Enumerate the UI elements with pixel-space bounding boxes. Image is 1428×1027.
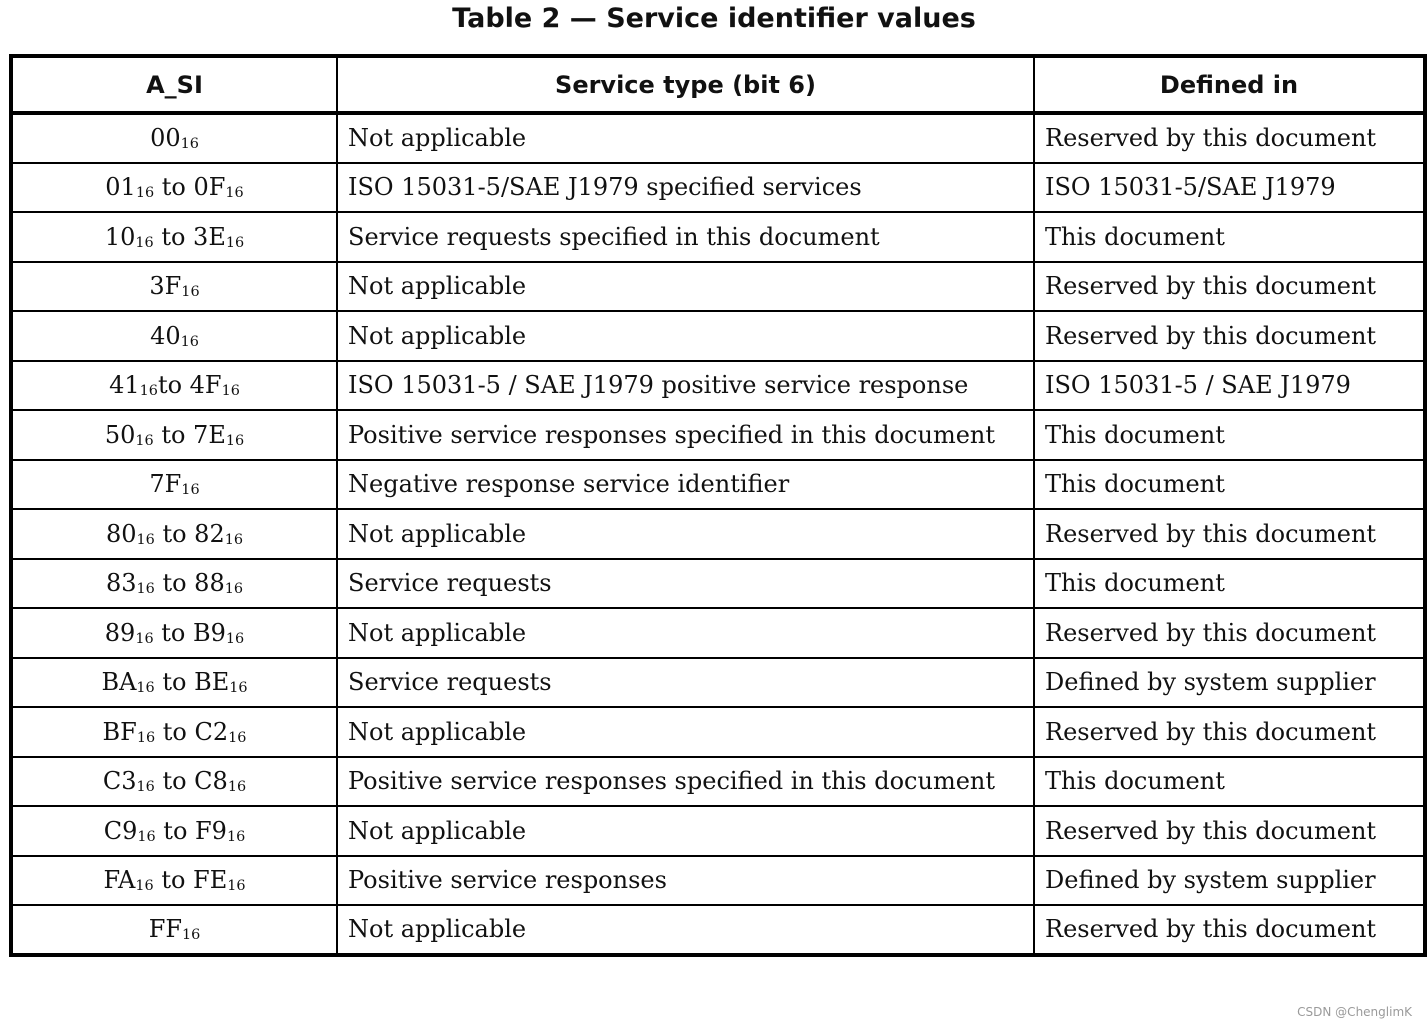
cell-service-type: Not applicable: [337, 311, 1034, 361]
table-row: [11, 806, 1425, 856]
asi-value: C9: [103, 816, 138, 845]
cell-defined-in: This document: [1034, 410, 1425, 460]
table-row: [11, 608, 1425, 658]
asi-radix-subscript: 16: [229, 680, 248, 697]
table-row: [11, 707, 1425, 757]
asi-value: to 4F: [157, 371, 222, 400]
cell-asi: [11, 311, 337, 361]
table-row: [11, 311, 1425, 361]
cell-asi: [11, 757, 337, 807]
cell-service-type: Not applicable: [337, 608, 1034, 658]
asi-radix-subscript: 16: [136, 581, 155, 598]
table-row: [11, 658, 1425, 708]
cell-asi: [11, 113, 337, 163]
cell-service-type: Not applicable: [337, 262, 1034, 312]
asi-radix-subscript: 16: [136, 779, 155, 796]
cell-service-type: Positive service responses specified in this document: [337, 410, 1034, 460]
cell-asi: [11, 509, 337, 559]
table-row: [11, 262, 1425, 312]
cell-service-type: Not applicable: [337, 509, 1034, 559]
asi-radix-subscript: 16: [139, 383, 158, 400]
asi-radix-subscript: 16: [135, 432, 154, 449]
asi-radix-subscript: 16: [135, 878, 154, 895]
asi-value: 80: [105, 519, 137, 548]
table-row: [11, 361, 1425, 411]
cell-asi: [11, 658, 337, 708]
cell-defined-in: Reserved by this document: [1034, 707, 1425, 757]
asi-value: 50: [104, 420, 136, 449]
column-header-service-type: Service type (bit 6): [337, 56, 1034, 113]
asi-radix-subscript: 16: [225, 185, 244, 202]
asi-radix-subscript: 16: [136, 729, 156, 746]
asi-radix-subscript: 16: [135, 630, 154, 647]
table-header-row: [11, 56, 1425, 113]
cell-asi: [11, 806, 337, 856]
cell-asi: [11, 361, 337, 411]
cell-defined-in: Reserved by this document: [1034, 113, 1425, 163]
asi-value: FA: [103, 866, 136, 895]
table-row: [11, 212, 1425, 262]
asi-value: FF: [148, 915, 182, 944]
cell-asi: [11, 707, 337, 757]
cell-defined-in: ISO 15031-5 / SAE J1979: [1034, 361, 1425, 411]
asi-radix-subscript: 16: [180, 333, 199, 350]
asi-value: to B9: [153, 618, 226, 647]
asi-value: 89: [104, 618, 136, 647]
asi-value: 7F: [149, 470, 182, 499]
cell-defined-in: Defined by system supplier: [1034, 856, 1425, 906]
cell-defined-in: Reserved by this document: [1034, 262, 1425, 312]
asi-radix-subscript: 16: [182, 927, 201, 944]
cell-service-type: Not applicable: [337, 806, 1034, 856]
cell-defined-in: This document: [1034, 757, 1425, 807]
cell-asi: [11, 608, 337, 658]
asi-value: 40: [150, 321, 181, 350]
cell-defined-in: Defined by system supplier: [1034, 658, 1425, 708]
cell-asi: [11, 905, 337, 955]
cell-defined-in: This document: [1034, 460, 1425, 510]
asi-radix-subscript: 16: [180, 136, 199, 153]
cell-asi: [11, 212, 337, 262]
cell-defined-in: Reserved by this document: [1034, 311, 1425, 361]
cell-defined-in: Reserved by this document: [1034, 608, 1425, 658]
table-row: [11, 905, 1425, 955]
asi-value: BF: [102, 717, 137, 746]
cell-defined-in: Reserved by this document: [1034, 806, 1425, 856]
cell-defined-in: ISO 15031-5/SAE J1979: [1034, 163, 1425, 213]
table-row: [11, 460, 1425, 510]
asi-value: BA: [101, 668, 137, 697]
service-identifier-table: [9, 54, 1427, 957]
table-row: [11, 113, 1425, 163]
asi-value: to C8: [154, 767, 228, 796]
cell-asi: [11, 410, 337, 460]
cell-service-type: Negative response service identifier: [337, 460, 1034, 510]
cell-asi: [11, 856, 337, 906]
asi-value: 3F: [149, 272, 182, 301]
asi-value: 41: [109, 371, 140, 400]
asi-value: 83: [105, 569, 137, 598]
asi-radix-subscript: 16: [227, 779, 247, 796]
cell-defined-in: This document: [1034, 212, 1425, 262]
column-header-defined-in: Defined in: [1034, 56, 1425, 113]
table-title: Table 2 — Service identifier values: [452, 3, 976, 34]
cell-service-type: Not applicable: [337, 707, 1034, 757]
asi-radix-subscript: 16: [135, 234, 154, 251]
table-row: [11, 410, 1425, 460]
asi-value: to BE: [154, 668, 230, 697]
table-row: [11, 559, 1425, 609]
asi-radix-subscript: 16: [226, 828, 246, 845]
asi-value: to 88: [154, 569, 225, 598]
asi-radix-subscript: 16: [137, 828, 156, 845]
asi-value: to 7E: [153, 420, 226, 449]
asi-radix-subscript: 16: [181, 284, 200, 301]
asi-value: C3: [102, 767, 137, 796]
asi-radix-subscript: 16: [225, 630, 245, 647]
table-body: [11, 113, 1425, 955]
asi-radix-subscript: 16: [135, 185, 155, 202]
cell-service-type: Positive service responses: [337, 856, 1034, 906]
asi-radix-subscript: 16: [227, 878, 246, 895]
asi-radix-subscript: 16: [225, 432, 245, 449]
column-header-asi: A_SI: [11, 56, 337, 113]
cell-service-type: ISO 15031-5 / SAE J1979 positive service response: [337, 361, 1034, 411]
cell-service-type: Not applicable: [337, 113, 1034, 163]
cell-service-type: Service requests: [337, 559, 1034, 609]
asi-radix-subscript: 16: [225, 234, 245, 251]
asi-value: to C2: [155, 717, 229, 746]
watermark: CSDN @ChenglimK: [1297, 1005, 1412, 1019]
table-row: [11, 509, 1425, 559]
cell-service-type: Not applicable: [337, 905, 1034, 955]
cell-service-type: ISO 15031-5/SAE J1979 specified services: [337, 163, 1034, 213]
asi-value: to 3E: [153, 222, 226, 251]
cell-service-type: Service requests specified in this document: [337, 212, 1034, 262]
table-row: [11, 163, 1425, 213]
cell-defined-in: Reserved by this document: [1034, 509, 1425, 559]
cell-asi: [11, 460, 337, 510]
asi-value: to 82: [154, 519, 225, 548]
asi-radix-subscript: 16: [228, 729, 247, 746]
asi-radix-subscript: 16: [181, 482, 200, 499]
asi-value: 01: [105, 173, 136, 202]
cell-service-type: Service requests: [337, 658, 1034, 708]
asi-value: 00: [150, 124, 181, 153]
cell-asi: [11, 163, 337, 213]
asi-radix-subscript: 16: [224, 531, 244, 548]
cell-defined-in: This document: [1034, 559, 1425, 609]
cell-asi: [11, 559, 337, 609]
asi-radix-subscript: 16: [136, 680, 155, 697]
asi-value: to F9: [155, 816, 227, 845]
asi-radix-subscript: 16: [224, 581, 244, 598]
cell-service-type: Positive service responses specified in this document: [337, 757, 1034, 807]
table-row: [11, 757, 1425, 807]
asi-value: 10: [104, 222, 136, 251]
asi-radix-subscript: 16: [136, 531, 155, 548]
asi-value: to FE: [153, 866, 228, 895]
cell-asi: [11, 262, 337, 312]
asi-value: to 0F: [154, 173, 226, 202]
cell-defined-in: Reserved by this document: [1034, 905, 1425, 955]
table-row: [11, 856, 1425, 906]
asi-radix-subscript: 16: [221, 383, 240, 400]
